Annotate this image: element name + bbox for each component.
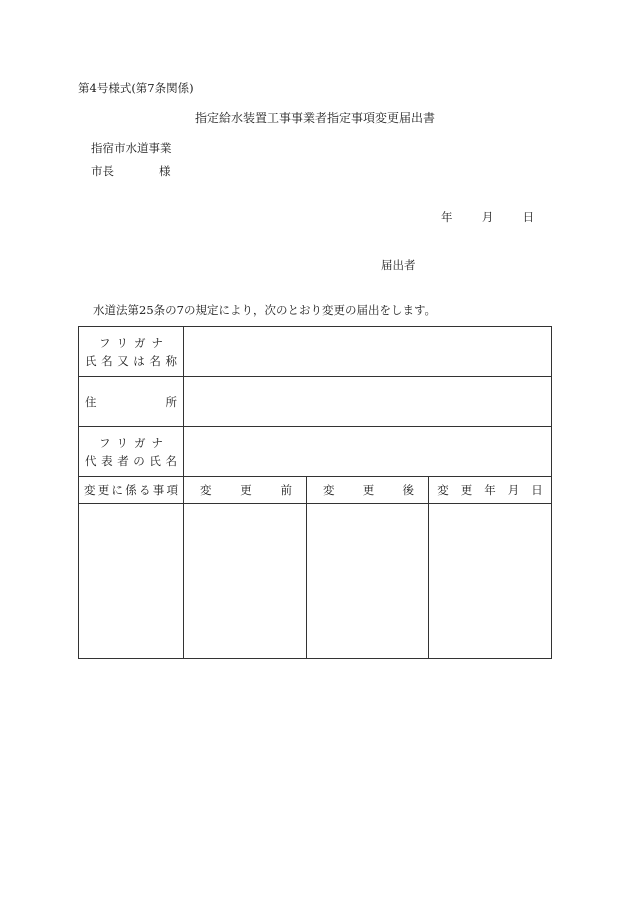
address-label-cell: [79, 377, 184, 427]
representative-label-cell: [79, 427, 184, 477]
furigana-label: フ リ ガ ナ: [99, 435, 163, 450]
name-label-cell: [79, 327, 184, 377]
furigana-label: フ リ ガ ナ: [99, 335, 163, 350]
representative-value-cell[interactable]: [184, 427, 552, 477]
after-change-cell[interactable]: [307, 504, 429, 659]
change-item-cell[interactable]: [79, 504, 184, 659]
row-representative: [79, 427, 552, 477]
form-number: 第4号様式(第7条関係): [78, 81, 194, 95]
applicant-label: 届出者: [381, 258, 416, 272]
name-label: 氏 名 又 は 名 称: [85, 353, 177, 368]
header-change-item: 変 更 に 係 る 事 項: [79, 477, 184, 504]
address-label: 住 所: [85, 394, 177, 409]
document-title: 指定給水装置工事事業者指定事項変更届出書: [194, 111, 435, 125]
date-day-label: 日: [522, 210, 535, 224]
header-after-change: 変 更 後: [307, 477, 429, 504]
row-address: [79, 377, 552, 427]
address-value-cell[interactable]: [184, 377, 552, 427]
addressee-honorific: 様: [159, 164, 171, 178]
name-value-cell[interactable]: [184, 327, 552, 377]
date-line: [441, 209, 534, 225]
header-before-change: 変 更 前: [184, 477, 307, 504]
row-name: [79, 327, 552, 377]
change-date-cell[interactable]: [429, 504, 552, 659]
row-column-headers: [79, 477, 552, 504]
representative-label: 代 表 者 の 氏 名: [85, 453, 177, 468]
addressee-organization: 指宿市水道事業: [91, 141, 172, 155]
change-notification-table: [78, 326, 552, 659]
addressee-title: 市長: [91, 164, 114, 178]
intro-text: 水道法第25条の7の規定により，次のとおり変更の届出をします。: [93, 303, 437, 317]
date-month-label: 月: [481, 210, 494, 224]
header-change-date: 変 更 年 月 日: [429, 477, 552, 504]
row-change-details: [79, 504, 552, 659]
date-year-label: 年: [441, 210, 453, 224]
before-change-cell[interactable]: [184, 504, 307, 659]
